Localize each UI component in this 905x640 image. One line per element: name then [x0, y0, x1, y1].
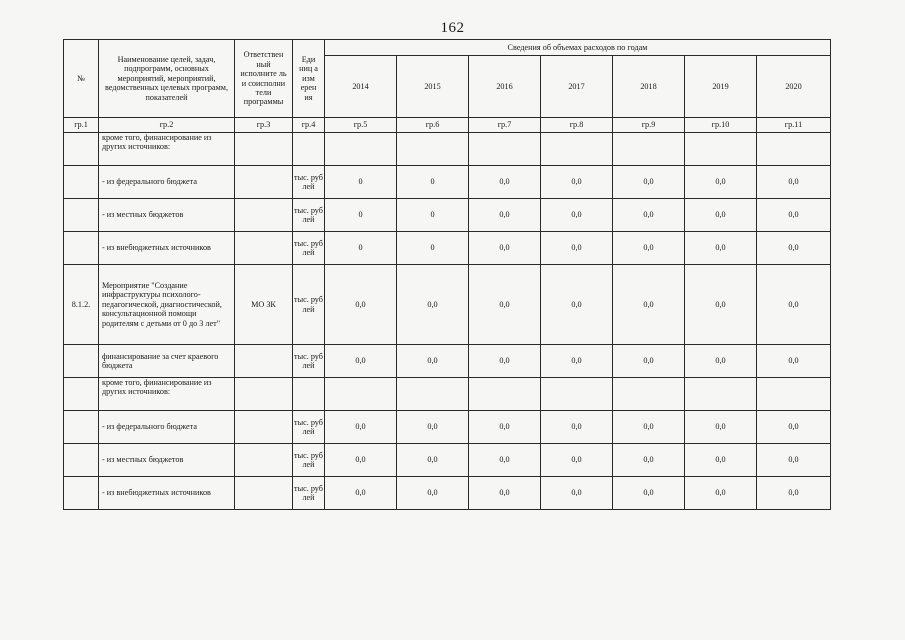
row-value-cell: [541, 378, 613, 411]
row-value-cell: [541, 133, 613, 166]
row-value-cell: 0,0: [469, 444, 541, 477]
table-row: [64, 265, 831, 345]
col-number: гр.10: [685, 118, 757, 133]
row-value-cell: 0,0: [397, 345, 469, 378]
header-year-2016: 2016: [469, 56, 541, 118]
table-row: [64, 232, 831, 265]
header-year-2014: 2014: [325, 56, 397, 118]
row-value-cell: 0,0: [613, 232, 685, 265]
header-num: №: [64, 40, 99, 118]
col-number: гр.7: [469, 118, 541, 133]
table-row: [64, 378, 831, 411]
row-unit-cell: тыс. руб лей: [293, 477, 325, 510]
row-name-cell: - из внебюджетных источников: [99, 232, 235, 265]
row-value-cell: 0,0: [685, 199, 757, 232]
row-value-cell: [757, 378, 831, 411]
row-value-cell: 0,0: [757, 199, 831, 232]
row-value-cell: [325, 133, 397, 166]
row-value-cell: 0: [397, 199, 469, 232]
row-responsible-cell: [235, 444, 293, 477]
header-year-2015: 2015: [397, 56, 469, 118]
row-value-cell: 0,0: [541, 444, 613, 477]
header-unit: Еди ниц а изм ерен ия: [293, 40, 325, 118]
row-value-cell: [469, 133, 541, 166]
row-number-cell: 8.1.2.: [64, 265, 99, 345]
row-value-cell: 0: [325, 166, 397, 199]
row-value-cell: 0,0: [397, 444, 469, 477]
row-value-cell: 0: [397, 166, 469, 199]
table-row: [64, 345, 831, 378]
page-number: 162: [440, 20, 465, 36]
row-name-cell: - из федерального бюджета: [99, 166, 235, 199]
row-value-cell: 0,0: [613, 265, 685, 345]
table-row: [64, 477, 831, 510]
row-value-cell: 0,0: [469, 477, 541, 510]
row-value-cell: 0,0: [397, 265, 469, 345]
row-responsible-cell: МО ЗК: [235, 265, 293, 345]
row-name-cell: - из федерального бюджета: [99, 411, 235, 444]
row-unit-cell: [293, 378, 325, 411]
row-unit-cell: [293, 133, 325, 166]
row-value-cell: 0,0: [541, 199, 613, 232]
row-unit-cell: тыс. руб лей: [293, 345, 325, 378]
row-value-cell: [325, 378, 397, 411]
column-number-row: [64, 118, 831, 133]
row-value-cell: 0,0: [613, 444, 685, 477]
row-name-cell: - из местных бюджетов: [99, 199, 235, 232]
row-value-cell: 0,0: [541, 477, 613, 510]
row-value-cell: 0,0: [757, 477, 831, 510]
row-number-cell: [64, 378, 99, 411]
row-value-cell: 0,0: [685, 265, 757, 345]
row-value-cell: 0,0: [685, 444, 757, 477]
row-value-cell: 0,0: [757, 345, 831, 378]
row-value-cell: 0,0: [541, 345, 613, 378]
col-number: гр.9: [613, 118, 685, 133]
row-number-cell: [64, 477, 99, 510]
row-responsible-cell: [235, 199, 293, 232]
row-name-cell: кроме того, финансирование из других источников:: [99, 133, 235, 166]
row-value-cell: 0,0: [685, 345, 757, 378]
col-number: гр.8: [541, 118, 613, 133]
row-value-cell: 0,0: [613, 345, 685, 378]
row-number-cell: [64, 411, 99, 444]
row-value-cell: [469, 378, 541, 411]
row-unit-cell: тыс. руб лей: [293, 199, 325, 232]
col-number: гр.3: [235, 118, 293, 133]
row-unit-cell: тыс. руб лей: [293, 265, 325, 345]
row-unit-cell: тыс. руб лей: [293, 232, 325, 265]
row-responsible-cell: [235, 133, 293, 166]
row-number-cell: [64, 232, 99, 265]
row-number-cell: [64, 199, 99, 232]
row-responsible-cell: [235, 378, 293, 411]
header-row-top: [64, 40, 831, 56]
table-row: [64, 133, 831, 166]
row-name-cell: финансирование за счет краевого бюджета: [99, 345, 235, 378]
row-value-cell: [613, 133, 685, 166]
row-value-cell: [613, 378, 685, 411]
row-value-cell: 0,0: [325, 444, 397, 477]
row-value-cell: 0,0: [325, 265, 397, 345]
row-value-cell: 0,0: [397, 477, 469, 510]
row-value-cell: 0,0: [613, 411, 685, 444]
row-value-cell: [685, 133, 757, 166]
table-row: [64, 444, 831, 477]
row-value-cell: 0,0: [757, 166, 831, 199]
row-number-cell: [64, 166, 99, 199]
header-year-2020: 2020: [757, 56, 831, 118]
row-responsible-cell: [235, 477, 293, 510]
table-row: [64, 166, 831, 199]
row-value-cell: 0,0: [685, 477, 757, 510]
row-value-cell: 0,0: [541, 411, 613, 444]
row-value-cell: 0,0: [325, 477, 397, 510]
row-value-cell: 0,0: [757, 265, 831, 345]
row-value-cell: 0: [397, 232, 469, 265]
row-responsible-cell: [235, 166, 293, 199]
col-number: гр.5: [325, 118, 397, 133]
row-responsible-cell: [235, 345, 293, 378]
header-year-2018: 2018: [613, 56, 685, 118]
row-unit-cell: тыс. руб лей: [293, 166, 325, 199]
header-expenses: Сведения об объемах расходов по годам: [325, 40, 831, 56]
col-number: гр.4: [293, 118, 325, 133]
row-name-cell: - из местных бюджетов: [99, 444, 235, 477]
budget-table: [63, 39, 831, 510]
header-responsible: Ответствен ный исполните ль и соисполни тели программы: [235, 40, 293, 118]
table-row: [64, 199, 831, 232]
row-responsible-cell: [235, 411, 293, 444]
header-name: Наименование целей, задач, подпрограмм, основных мероприятий, мероприятий, ведомственных целевых программ, показателей: [99, 40, 235, 118]
col-number: гр.11: [757, 118, 831, 133]
row-unit-cell: тыс. руб лей: [293, 411, 325, 444]
col-number: гр.2: [99, 118, 235, 133]
row-value-cell: 0,0: [397, 411, 469, 444]
row-value-cell: 0,0: [469, 199, 541, 232]
row-number-cell: [64, 444, 99, 477]
header-year-2019: 2019: [685, 56, 757, 118]
row-value-cell: [397, 378, 469, 411]
row-value-cell: 0,0: [469, 166, 541, 199]
row-value-cell: 0,0: [469, 411, 541, 444]
row-responsible-cell: [235, 232, 293, 265]
row-value-cell: 0,0: [469, 232, 541, 265]
row-value-cell: 0,0: [757, 411, 831, 444]
row-unit-cell: тыс. руб лей: [293, 444, 325, 477]
row-value-cell: 0,0: [541, 232, 613, 265]
row-number-cell: [64, 345, 99, 378]
table-row: [64, 411, 831, 444]
budget-table-body: [64, 133, 831, 510]
row-number-cell: [64, 133, 99, 166]
row-value-cell: 0,0: [757, 444, 831, 477]
row-value-cell: 0,0: [613, 199, 685, 232]
row-value-cell: 0: [325, 232, 397, 265]
row-value-cell: 0,0: [757, 232, 831, 265]
row-value-cell: [397, 133, 469, 166]
row-name-cell: Мероприятие "Создание инфраструктуры психолого-педагогической, диагностической, консультационной помощи родителям с детьми от 0 до 3 лет": [99, 265, 235, 345]
row-value-cell: 0,0: [685, 411, 757, 444]
row-value-cell: 0,0: [325, 411, 397, 444]
row-value-cell: 0,0: [469, 265, 541, 345]
col-number: гр.6: [397, 118, 469, 133]
row-name-cell: - из внебюджетных источников: [99, 477, 235, 510]
row-value-cell: [685, 378, 757, 411]
row-value-cell: 0,0: [613, 166, 685, 199]
row-name-cell: кроме того, финансирование из других источников:: [99, 378, 235, 411]
row-value-cell: [757, 133, 831, 166]
row-value-cell: 0,0: [685, 232, 757, 265]
row-value-cell: 0,0: [325, 345, 397, 378]
row-value-cell: 0,0: [469, 345, 541, 378]
row-value-cell: 0,0: [613, 477, 685, 510]
row-value-cell: 0,0: [541, 166, 613, 199]
header-year-2017: 2017: [541, 56, 613, 118]
row-value-cell: 0,0: [541, 265, 613, 345]
row-value-cell: 0,0: [685, 166, 757, 199]
row-value-cell: 0: [325, 199, 397, 232]
col-number: гр.1: [64, 118, 99, 133]
